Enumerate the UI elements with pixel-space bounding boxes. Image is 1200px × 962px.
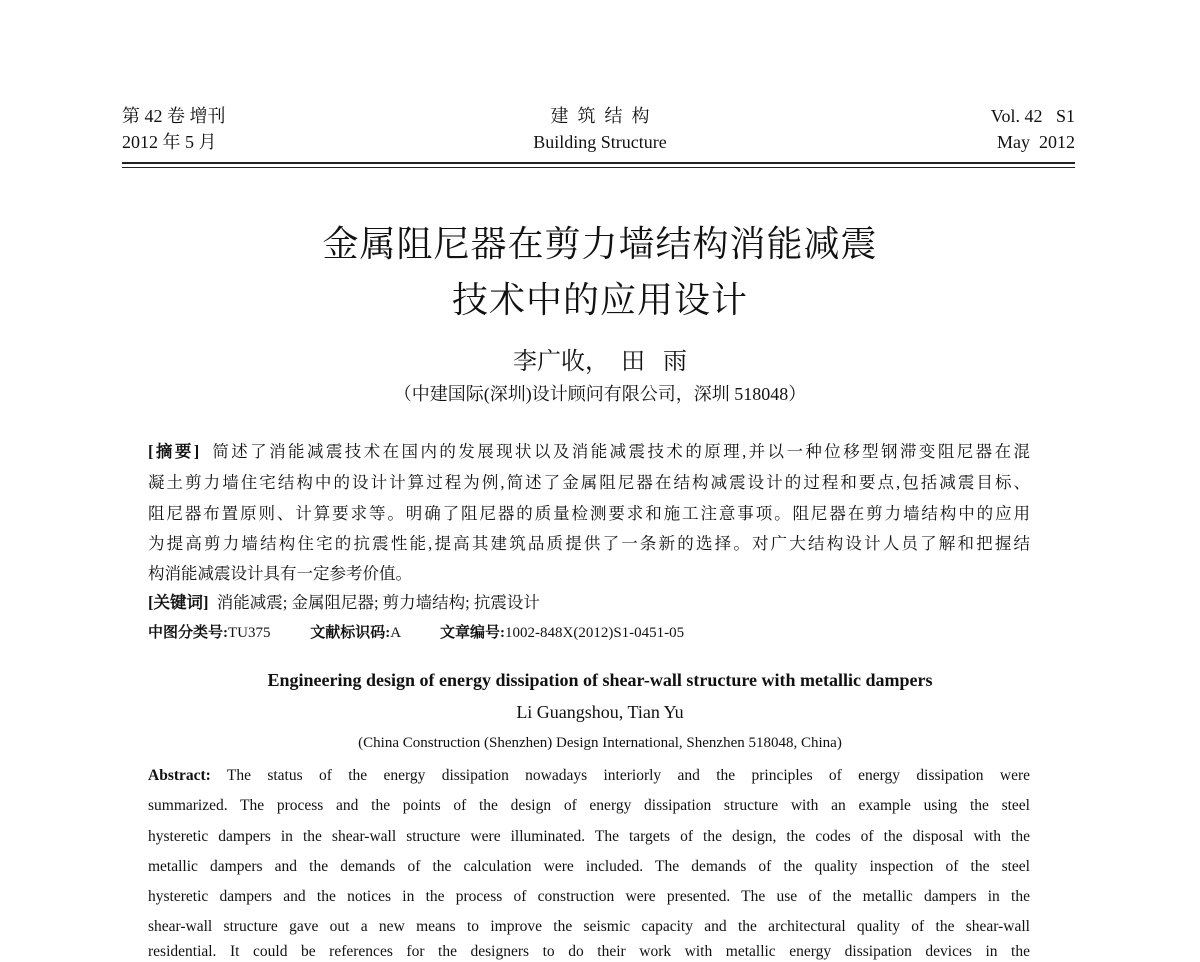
keywords-cn-label: [关键词] — [148, 593, 209, 612]
abstract-en-label: Abstract: — [148, 767, 211, 784]
article-number-label: 文章编号: — [440, 625, 506, 641]
abstract-en-line: summarized. The process and the points of the design of energy dissipation structure with an example using the steel — [148, 797, 1030, 814]
abstract-cn-line: 阻尼器布置原则、计算要求等。明确了阻尼器的质量检测要求和施工注意事项。阻尼器在剪力墙结构中的应用 — [148, 504, 1030, 523]
keywords-cn-text: 消能减震; 金属阻尼器; 剪力墙结构; 抗震设计 — [216, 593, 540, 612]
abstract-cn-line — [148, 442, 1030, 462]
abstract-cn-line: 构消能减震设计具有一定参考价值。 — [148, 564, 412, 583]
affiliation-en: (China Construction (Shenzhen) Design International, Shenzhen 518048, China) — [358, 735, 842, 751]
clc-value: TU375 — [228, 625, 271, 641]
abstract-cn-label: [摘要] — [148, 442, 200, 461]
classification — [148, 623, 1030, 643]
abstract-cn-text: 简述了消能减震技术在国内的发展现状以及消能减震技术的原理,并以一种位移型钢滞变阻尼器在混 — [212, 442, 1030, 461]
abstract-en-line — [148, 766, 1030, 786]
abstract-en-line: metallic dampers and the demands of the calculation were included. The demands of the quality inspection of the steel — [148, 858, 1030, 875]
keywords-cn — [148, 593, 1030, 613]
volume-cn: 第 42 卷 增刊 — [122, 106, 226, 126]
authors-en: Li Guangshou, Tian Yu — [516, 702, 684, 722]
header-rule-thin — [122, 167, 1075, 168]
abstract-en-text: The status of the energy dissipation nowadays interiorly and the principles of energy dissipation were — [226, 767, 1030, 784]
abstract-cn-line: 为提高剪力墙结构住宅的抗震性能,提高其建筑品质提供了一条新的选择。对广大结构设计人员了解和把握结 — [148, 534, 1030, 553]
journal-name-en: Building Structure — [533, 132, 667, 152]
abstract-en-line: residential. It could be references for the designers to do their work with metallic energy dissipation devices in the — [148, 943, 1030, 960]
affiliation: （中建国际(深圳)设计顾问有限公司，深圳 518048） — [393, 384, 807, 404]
clc-label: 中图分类号: — [148, 625, 228, 641]
doc-code-value: A — [390, 625, 401, 641]
volume-en: Vol. 42 S1 — [990, 106, 1075, 126]
date-cn: 2012 年 5 月 — [122, 132, 217, 152]
authors: 李广收， 田 雨 — [513, 349, 687, 375]
abstract-en-line: shear-wall structure gave out a new means to improve the seismic capacity and the architectural quality of the shear-wall — [148, 918, 1030, 935]
abstract-en-line: hysteretic dampers and the notices in the process of construction were presented. The use of the metallic dampers in the — [148, 888, 1030, 905]
paper-title-line-1: 金属阻尼器在剪力墙结构消能减震 — [322, 224, 878, 264]
header-rule-thick — [122, 162, 1075, 164]
article-number-value: 1002-848X(2012)S1-0451-05 — [505, 625, 685, 641]
date-en: May 2012 — [997, 132, 1075, 152]
paper-title-line-2: 技术中的应用设计 — [451, 280, 748, 320]
doc-code-label: 文献标识码: — [310, 625, 391, 641]
abstract-cn-line: 凝土剪力墙住宅结构中的设计计算过程为例,简述了金属阻尼器在结构减震设计的过程和要点,包括减震目标、 — [148, 473, 1030, 492]
journal-volume-en — [991, 103, 1075, 155]
journal-name-cn: 建 筑 结 构 — [550, 106, 650, 126]
paper-title-en: Engineering design of energy dissipation of shear-wall structure with metallic dampers — [267, 670, 933, 690]
abstract-en-line: hysteretic dampers in the shear-wall structure were illuminated. The targets of the design, the codes of the disposal with the — [148, 828, 1030, 845]
